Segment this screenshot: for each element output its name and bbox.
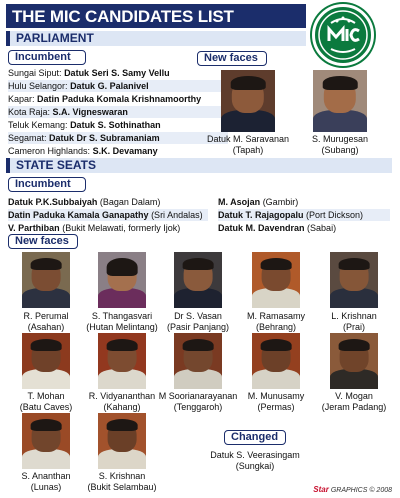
candidate-name: S. Thangasvari <box>91 311 153 321</box>
candidate-seat: (Jeram Padang) <box>321 402 387 412</box>
candidate-seat: (Tenggaroh) <box>173 402 223 412</box>
candidate-photo <box>98 413 146 469</box>
candidate-photo <box>98 252 146 308</box>
candidate-name: V. Mogan <box>335 391 373 401</box>
candidate-name: Datuk S. Veerasingam <box>210 450 300 460</box>
candidate-photo <box>313 70 367 132</box>
state-incumbent-row <box>8 196 208 208</box>
candidate-seat: (Asahan) <box>27 322 65 332</box>
candidate-seat: (Prai) <box>343 322 365 332</box>
candidate-name: R. Perumal <box>23 311 69 321</box>
candidate-name: Datuk P.K.Subbaiyah <box>8 197 98 207</box>
candidate-caption <box>77 471 167 493</box>
candidate-name: Datuk Seri S. Samy Vellu <box>64 68 170 78</box>
candidate-name: Datuk S. Sothinathan <box>70 120 161 130</box>
candidate-seat: (Sungkai) <box>235 461 275 471</box>
candidate-caption <box>231 391 321 413</box>
candidate-caption <box>231 311 321 333</box>
page-title: THE MIC CANDIDATES LIST <box>12 7 234 26</box>
state-incumbent-row <box>218 222 390 234</box>
candidate-name: Datin Paduka Kamala Ganapathy <box>8 210 149 220</box>
candidate-photo <box>221 70 275 132</box>
candidate-seat: (Lunas) <box>30 482 62 492</box>
candidate-name: S.A. Vigneswaran <box>52 107 128 117</box>
seat-label: Kota Raja: <box>8 107 51 117</box>
state-incumbent-row <box>8 209 208 221</box>
candidate-seat: (Bukit Selambau) <box>87 482 157 492</box>
candidate-seat: (Subang) <box>321 145 359 155</box>
candidate-photo <box>22 333 70 389</box>
candidate-name: Datuk M. Saravanan <box>206 134 290 144</box>
credit-text: GRAPHICS © 2008 <box>330 487 392 494</box>
tag-label: New faces <box>15 235 69 247</box>
candidate-seat: (Behrang) <box>255 322 297 332</box>
candidate-name: Datuk M. Davendran <box>218 223 305 233</box>
candidate-name: T. Mohan <box>27 391 65 401</box>
candidate-name: M. Ramasamy <box>246 311 305 321</box>
graphics-credit <box>313 485 392 494</box>
parliament-section-bar <box>6 31 306 46</box>
candidate-seat: (Kahang) <box>103 402 141 412</box>
title-banner <box>6 4 306 28</box>
seat-label: Sungai Siput: <box>8 68 62 78</box>
candidate-name: M. Munusamy <box>247 391 305 401</box>
candidate-caption <box>153 311 243 333</box>
star-brand-logo: Star <box>313 485 329 494</box>
seat-label: (Gambir) <box>262 197 299 207</box>
candidate-caption <box>309 391 399 413</box>
seat-label: Teluk Kemang: <box>8 120 68 130</box>
state-incumbent-row <box>218 196 390 208</box>
seat-label: (Bagan Dalam) <box>99 197 161 207</box>
candidate-caption <box>309 311 399 333</box>
candidate-name: S.K. Devamany <box>92 146 158 156</box>
seat-label: (Bukit Melawati, formerly Ijok) <box>62 223 181 233</box>
parliament-incumbent-row <box>8 80 228 92</box>
candidate-name: S. Krishnan <box>98 471 146 481</box>
state-incumbent-tag <box>8 177 86 192</box>
candidate-seat: (Hutan Melintang) <box>86 322 158 332</box>
candidate-name: L. Krishnan <box>331 311 377 321</box>
candidate-photo <box>330 252 378 308</box>
candidate-photo <box>252 252 300 308</box>
seat-label: Segamat: <box>8 133 47 143</box>
candidate-seat: (Pasir Panjang) <box>166 322 230 332</box>
candidate-photo <box>174 333 222 389</box>
tag-label: Changed <box>231 431 279 443</box>
candidate-name: Dr S. Vasan <box>174 311 222 321</box>
parliament-incumbent-row <box>8 67 228 79</box>
candidate-name: S. Ananthan <box>21 471 71 481</box>
tag-label: Incumbent <box>15 51 71 63</box>
candidate-name: S. Murugesan <box>311 134 369 144</box>
candidate-seat: (Tapah) <box>232 145 264 155</box>
candidate-photo <box>330 333 378 389</box>
seat-label: Kapar: <box>8 94 35 104</box>
candidate-name: Datuk G. Palanivel <box>70 81 149 91</box>
parliament-new-faces-tag <box>197 51 267 66</box>
candidate-name: Datin Paduka Komala Krishnamoorthy <box>37 94 202 104</box>
candidate-seat: (Permas) <box>257 402 295 412</box>
candidate-caption <box>153 391 243 413</box>
changed-caption <box>205 450 305 472</box>
candidate-caption <box>295 134 385 156</box>
seat-label: (Sabai) <box>307 223 337 233</box>
parliament-incumbent-row <box>8 145 228 157</box>
seat-label: Hulu Selangor: <box>8 81 68 91</box>
candidate-name: M. Asojan <box>218 197 261 207</box>
candidate-name: R. Vidyananthan <box>88 391 156 401</box>
candidate-caption <box>203 134 293 156</box>
seat-label: (Sri Andalas) <box>151 210 203 220</box>
candidate-name: M Soorianarayanan <box>158 391 238 401</box>
parliament-incumbent-row <box>8 93 228 105</box>
candidate-photo <box>174 252 222 308</box>
tag-label: New faces <box>204 52 258 64</box>
candidate-photo <box>252 333 300 389</box>
seat-label: (Port Dickson) <box>306 210 364 220</box>
state-incumbent-row <box>8 222 208 234</box>
parliament-incumbent-row <box>8 119 228 131</box>
state-incumbent-row <box>218 209 390 221</box>
seat-label: Cameron Highlands: <box>8 146 91 156</box>
candidate-name: Datuk Dr S. Subramaniam <box>49 133 160 143</box>
parliament-heading: PARLIAMENT <box>16 31 94 45</box>
state-seats-section-bar <box>6 158 392 173</box>
state-new-faces-tag <box>8 234 78 249</box>
candidate-photo <box>22 413 70 469</box>
candidate-photo <box>22 252 70 308</box>
candidate-seat: (Batu Caves) <box>19 402 73 412</box>
mic-logo-icon <box>312 4 374 66</box>
candidate-photo <box>98 333 146 389</box>
state-seats-heading: STATE SEATS <box>16 158 97 172</box>
changed-tag <box>224 430 286 445</box>
candidate-name: V. Parthiban <box>8 223 60 233</box>
tag-label: Incumbent <box>15 178 71 190</box>
candidate-name: Datuk T. Rajagopalu <box>218 210 304 220</box>
parliament-incumbent-row <box>8 106 228 118</box>
parliament-incumbent-row <box>8 132 228 144</box>
parliament-incumbent-tag <box>8 50 86 65</box>
